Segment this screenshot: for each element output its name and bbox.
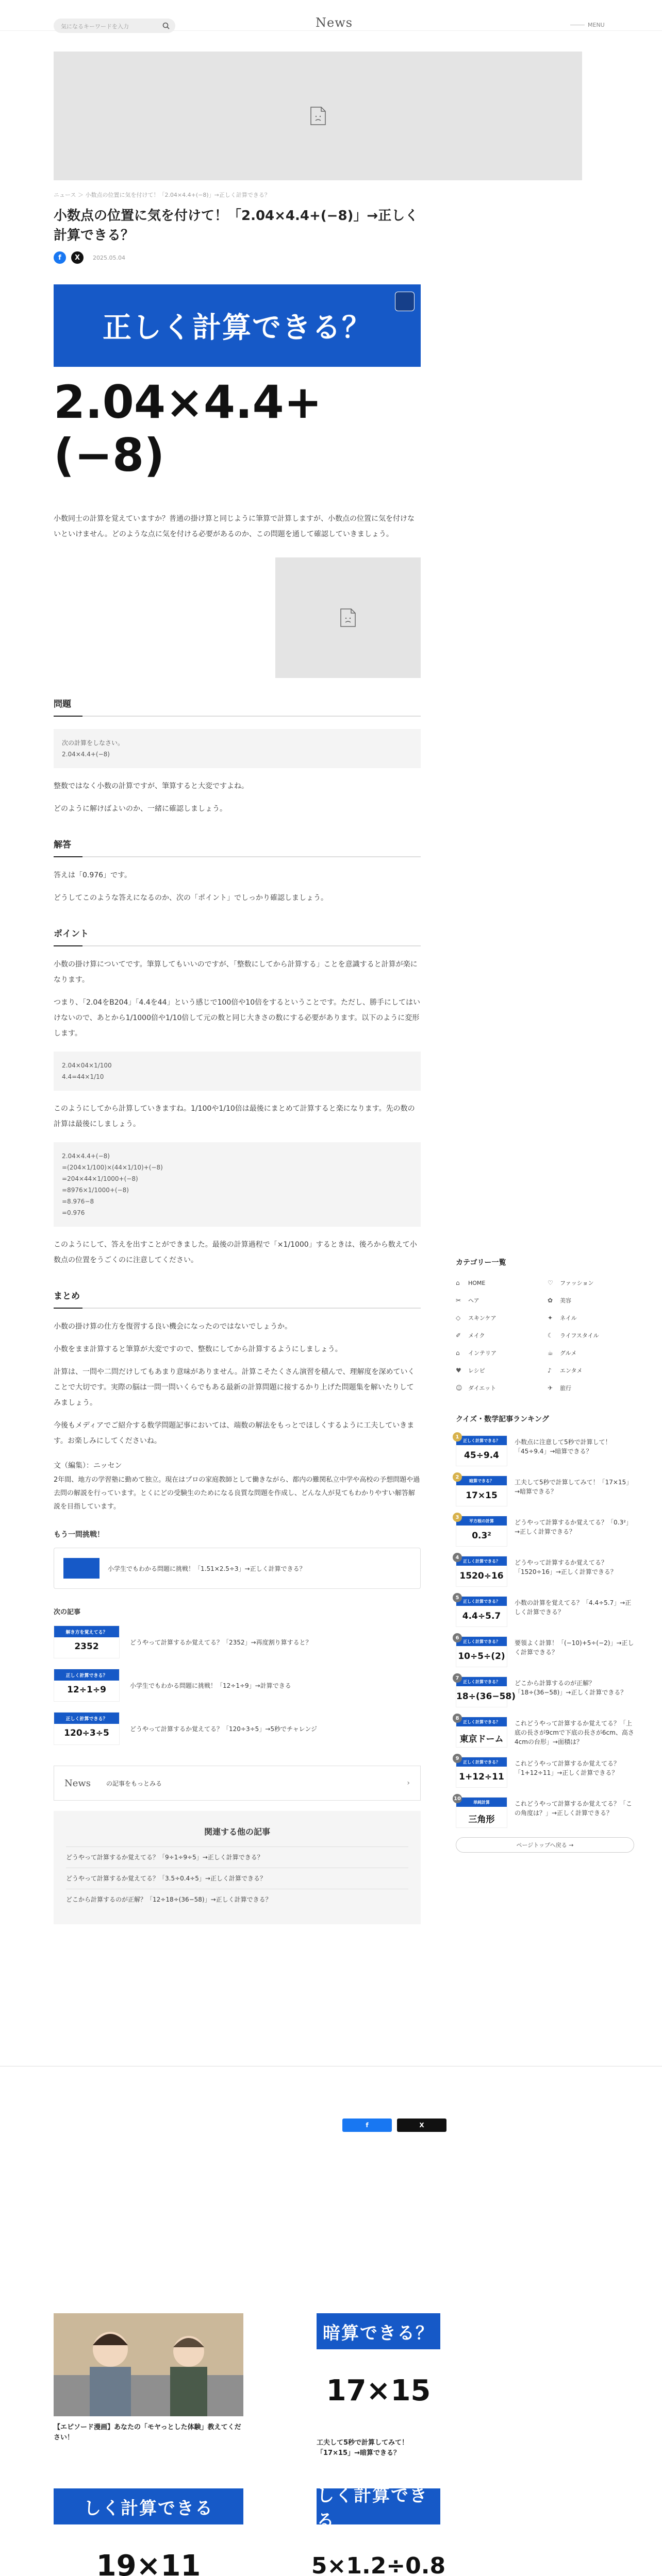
more-card-thumb: [63, 1558, 100, 1579]
rank-thumb: [456, 1476, 507, 1506]
next-thumb-band: 正しく計算できる？: [54, 1669, 119, 1681]
rank-thumb-eq: 1520÷16: [459, 1571, 504, 1581]
ranking-item[interactable]: [456, 1797, 634, 1828]
ranking-item[interactable]: [456, 1717, 634, 1748]
rank-thumb-eq: 0.3²: [472, 1531, 491, 1541]
question-line: 次の計算をしなさい。: [62, 739, 124, 747]
card-thumb-eq: 19×11: [96, 2549, 201, 2576]
rank-title: これどうやって計算するか覚えてる？「上底の長さが9cmで下底の長さが6cm、高さ4cmの台形」→面積は？: [515, 1720, 634, 1745]
page-top-button[interactable]: ページトップへ戻る →: [456, 1837, 634, 1853]
rank-thumb: [456, 1516, 507, 1547]
hero-band: [54, 284, 421, 367]
rank-thumb-band: 正しく計算できる？: [456, 1597, 507, 1606]
x-share-icon[interactable]: X: [71, 251, 84, 264]
card-thumb-band: 暗算できる？: [317, 2313, 440, 2349]
card-thumb-band: しく計算できる: [54, 2488, 243, 2524]
category-label: ダイエット: [468, 1385, 496, 1392]
next-heading: 次の記事: [54, 1608, 81, 1616]
ranking-item[interactable]: [456, 1435, 634, 1466]
ranking-item[interactable]: [456, 1636, 634, 1667]
more-card-text: 小学生でもわかる問題に挑戦！「1.51×2.5÷3」→正しく計算できる？: [108, 1565, 306, 1572]
ranking-heading: クイズ・数学記事ランキング: [456, 1415, 549, 1423]
rank-thumb-band: 正しく計算できる？: [456, 1757, 507, 1767]
inline-ad-placeholder: [275, 557, 421, 678]
rank-thumb-band: 正しく計算できる？: [456, 1637, 507, 1646]
rank-thumb: [456, 1435, 507, 1466]
rank-title: これどうやって計算するか覚えてる？「1+12÷11」→正しく計算できる？: [515, 1760, 620, 1776]
fashion-icon: ♡: [548, 1279, 553, 1286]
rank-number: 4: [453, 1553, 462, 1562]
rank-thumb-band: 単純計算: [456, 1798, 507, 1807]
calc-line: =(204×1/100)×(44×1/10)+(−8): [62, 1164, 163, 1171]
category-item[interactable]: [548, 1366, 634, 1375]
love-icon: ♥: [456, 1367, 461, 1374]
more-heading: もう一問挑戦！: [54, 1531, 104, 1539]
article-main: [54, 191, 421, 1924]
category-label: スキンケア: [468, 1315, 496, 1321]
x-share-button[interactable]: X: [397, 2119, 446, 2132]
breadcrumb[interactable]: ニュース ＞ 小数点の位置に気を付けて！「2.04×4.4+(−8)」→正しく計算できる？: [54, 192, 270, 198]
diet-icon: ☺: [456, 1384, 462, 1392]
category-item[interactable]: [456, 1366, 542, 1375]
card-caption: 【エピソード漫画】あなたの「モヤっとした体験」教えてください！: [54, 2424, 241, 2442]
skincare-icon: ◇: [456, 1314, 461, 1321]
menu-button[interactable]: [570, 22, 605, 28]
home-icon: ⌂: [456, 1279, 460, 1286]
rank-thumb: [456, 1596, 507, 1627]
rank-number: 7: [453, 1673, 462, 1683]
rank-thumb: [456, 1676, 516, 1707]
category-item[interactable]: [548, 1384, 634, 1392]
list-item[interactable]: [54, 1625, 421, 1658]
point-formula-box: [54, 1052, 421, 1091]
rank-thumb: [456, 1556, 507, 1587]
travel-icon: ✈: [548, 1384, 553, 1392]
rank-thumb-eq: 4.4÷5.7: [462, 1611, 501, 1621]
category-label: 美容: [560, 1297, 571, 1304]
interior-icon: ⌂: [456, 1349, 460, 1357]
rank-title: どうやって計算するか覚えてる？「0.3²」→正しく計算できる？: [515, 1519, 632, 1535]
category-label: ネイル: [560, 1315, 577, 1321]
summary-heading: まとめ: [54, 1289, 421, 1309]
point-paragraph: つまり、「2.04をB204」「4.4を44」という感じで100倍や10倍をするということです。ただし、勝手にしてはいけないので、あとから1/1000倍や1/10倍して元の数と同じ大きさの数にする必要があります。以下のように変形します。: [54, 998, 420, 1038]
next-thumb-eq: 12÷1÷9: [67, 1685, 106, 1695]
card-thumb-eq: 17×15: [326, 2374, 431, 2408]
summary-paragraph: 小数をまま計算すると筆算が大変ですので、整数にしてから計算するようにしましょう。: [54, 1345, 342, 1353]
rank-number: 10: [453, 1794, 462, 1803]
next-item-text: 小学生でもわかる問題に挑戦！「12÷1÷9」→計算できる: [130, 1682, 291, 1689]
search-input[interactable]: [54, 19, 175, 33]
next-thumb: [54, 1669, 120, 1702]
share-row: [54, 251, 421, 264]
rank-thumb: [456, 1757, 507, 1788]
question-line: 2.04×4.4+(−8): [62, 751, 110, 758]
rank-thumb-eq: 17×15: [466, 1490, 498, 1501]
rank-title: 要領よく計算！「(−10)+5÷(−2)」→正しく計算できる？: [515, 1639, 634, 1656]
more-article-card[interactable]: [54, 1548, 421, 1589]
summary-paragraph: 今後もメディアでご紹介する数学問題記事においては、端数の解法をもっとでほしくするように工夫していきます。お楽しみにしてくださいね。: [54, 1421, 415, 1445]
calc-line: =8976×1/1000+(−8): [62, 1187, 129, 1194]
site-header: [0, 0, 662, 31]
category-label: 旅行: [560, 1385, 571, 1392]
ranking-item[interactable]: [456, 1516, 634, 1547]
next-item-text: どうやって計算するか覚えてる？「2352」→再度割り算すると？: [130, 1638, 312, 1646]
point-calc-box: [54, 1142, 421, 1227]
rank-number: 8: [453, 1714, 462, 1723]
category-item[interactable]: [456, 1314, 542, 1322]
rank-thumb-eq: 10÷5÷(2): [458, 1651, 505, 1662]
rank-title: 小数点に注意して5秒で計算して！「45÷9.4」→暗算できる？: [515, 1438, 611, 1455]
rank-title: 小数の計算を覚えてる？「4.4÷5.7」→正しく計算できる？: [515, 1599, 632, 1616]
image-placeholder-icon: [340, 608, 356, 628]
category-label: インテリア: [468, 1350, 496, 1357]
question-box: [54, 729, 421, 768]
card-caption: 工夫して5秒で計算してみて！「17×15」→暗算できる？: [317, 2439, 409, 2457]
summary-paragraph: 計算は、一問や二問だけしてもあまり意味がありません。計算こそたくさん演習を積んで、理解度を深めていくことで大切です。実際の脳は一問一問いくらでもある最新の計算問題に接するかり上げた問題集を解いたりしてみましょう。: [54, 1368, 415, 1407]
next-item-text: どうやって計算するか覚えてる？「120÷3÷5」→5秒でチャレンジ: [130, 1725, 318, 1733]
calc-line: =204×44×1/1000+(−8): [62, 1175, 138, 1182]
ranking-item[interactable]: [456, 1596, 634, 1627]
bottom-share-row: [342, 2119, 446, 2132]
related-heading: 関連する他の記事: [204, 1827, 270, 1837]
category-item[interactable]: [456, 1331, 542, 1340]
rank-number: 6: [453, 1633, 462, 1642]
hair-icon: ✂: [456, 1297, 461, 1304]
search-icon[interactable]: [162, 22, 170, 30]
rank-thumb-band: 正しく計算できる？: [456, 1556, 507, 1566]
lifestyle-icon: ☾: [548, 1332, 553, 1339]
formula-line: 2.04×04×1/100: [62, 1062, 112, 1069]
calc-line: =0.976: [62, 1209, 85, 1216]
category-label: レシピ: [468, 1367, 485, 1374]
rank-number: 5: [453, 1593, 462, 1602]
rank-title: どうやって計算するか覚えてる？「1520÷16」→正しく計算できる？: [515, 1559, 617, 1575]
next-thumb-eq: 2352: [74, 1641, 99, 1652]
card-thumb-eq: 5×1.2÷0.8: [311, 2552, 446, 2576]
site-logo[interactable]: News: [316, 15, 353, 30]
sidebar: [456, 1257, 634, 1853]
recommend-card[interactable]: [54, 2313, 243, 2443]
list-item[interactable]: [54, 1712, 421, 1745]
category-label: エンタメ: [560, 1367, 583, 1374]
related-link[interactable]: どうやって計算するか覚えてる？「9÷1÷9÷5」→正しく計算できる？: [66, 1846, 408, 1868]
rank-title: これどうやって計算するか覚えてる？「この角度は？」→正しく計算できる？: [515, 1800, 633, 1817]
search-placeholder: 気になるキーワードを入力: [61, 23, 129, 30]
answer-paragraph: 答えは「0.976」です。: [54, 871, 131, 879]
more-from-site-card[interactable]: [54, 1766, 421, 1801]
card-thumb-band: しく計算できる: [317, 2488, 440, 2524]
calc-line: =8.976−8: [62, 1198, 94, 1205]
gallery-icon[interactable]: [395, 292, 415, 311]
nail-icon: ✦: [548, 1314, 553, 1321]
recommend-card[interactable]: [311, 2485, 446, 2576]
next-thumb: [54, 1712, 120, 1745]
rank-thumb-eq: 東京ドーム: [459, 1734, 504, 1744]
category-label: ファッション: [560, 1280, 594, 1286]
summary-paragraph: 小数の掛け算の仕方を復習する良い機会になったのではないでしょうか。: [54, 1323, 292, 1331]
page-title: 小数点の位置に気を付けて！「2.04×4.4+(−8)」→正しく計算できる？: [54, 208, 419, 243]
category-label: ヘア: [468, 1297, 479, 1304]
rank-thumb-eq: 45÷9.4: [464, 1450, 500, 1461]
rank-thumb-eq: 1+12÷11: [459, 1772, 504, 1782]
question-paragraph: どのように解けばよいのか、一緒に確認しましょう。: [54, 805, 227, 813]
entertainment-icon: ♪: [548, 1367, 552, 1374]
category-label: ライフスタイル: [560, 1332, 599, 1339]
card-thumbnail: [317, 2313, 440, 2432]
question-paragraph: 整数ではなく小数の計算ですが、筆算すると大変ですよね。: [54, 782, 249, 790]
manga-illustration-svg: [54, 2313, 243, 2416]
rank-thumb-band: 正しく計算できる？: [456, 1717, 507, 1726]
point-paragraph: このようにして、答えを出すことができました。最後の計算過程で「×1/1000」するときは、後ろから数えて小数点の位置をうごくのに注意してください。: [54, 1241, 417, 1264]
card-thumbnail: [311, 2485, 446, 2576]
facebook-share-icon[interactable]: f: [54, 251, 66, 264]
beauty-icon: ✿: [548, 1297, 553, 1304]
category-item[interactable]: [548, 1296, 634, 1304]
answer-heading: 解答: [54, 837, 421, 857]
rank-thumb-band: 平方根の計算: [456, 1516, 507, 1526]
card-thumbnail: [54, 2488, 243, 2576]
recommend-card[interactable]: [317, 2313, 440, 2459]
image-placeholder-icon: [310, 106, 326, 126]
chevron-right-icon: ›: [407, 1779, 410, 1787]
makeup-icon: ✐: [456, 1332, 461, 1339]
point-paragraph: 小数の掛け算についてです。筆算してもいいのですが、「整数にしてから計算する」ことを意識すると計算が楽になります。: [54, 960, 418, 984]
ranking-list: [456, 1435, 634, 1828]
rank-thumb: [456, 1797, 507, 1828]
point-heading: ポイント: [54, 926, 421, 946]
gourmet-icon: ☕: [548, 1349, 553, 1357]
rank-thumb: [456, 1636, 507, 1667]
footer-logo: News: [64, 1777, 91, 1789]
category-item[interactable]: [456, 1384, 542, 1392]
category-heading: カテゴリー一覧: [456, 1259, 506, 1267]
calc-line: 2.04×4.4+(−8): [62, 1153, 110, 1160]
point-paragraph: このようにしてから計算していきますね。1/100や1/10倍は最後にまとめて計算すると楽になります。先の数の計算は最後にしましょう。: [54, 1105, 415, 1128]
category-item[interactable]: [548, 1349, 634, 1357]
related-box: [54, 1811, 421, 1924]
rank-title: 工夫して5秒で計算してみて！「17×15」→暗算できる？: [515, 1479, 633, 1495]
rank-thumb-band: 暗算できる？: [456, 1476, 507, 1485]
ranking-item[interactable]: [456, 1556, 634, 1587]
rank-title: どこから計算するのが正解？「18÷(36−58)」→正しく計算できる？: [515, 1680, 627, 1696]
rank-thumb-eq: 三角形: [468, 1815, 495, 1825]
category-item[interactable]: [548, 1314, 634, 1322]
author-label: 文（編集）：ニッセン: [54, 1462, 122, 1470]
author-bio: 2年間、地方の学習塾に勤めて独立。現在はプロの家庭教師として働きながら、都内の難関私立中学や高校の予想問題や過去問の解説を行っています。とくにどの受験生のためになる良質な問題を作成し、どんな人が見てもわかりやすい解答解説を目指しています。: [54, 1476, 420, 1511]
rank-thumb: [456, 1717, 507, 1748]
formula-line: 4.4=44×1/10: [62, 1073, 104, 1080]
category-item[interactable]: [456, 1349, 542, 1357]
category-item[interactable]: [456, 1296, 542, 1304]
next-thumb-eq: 120÷3÷5: [64, 1728, 109, 1738]
rank-number: 1: [453, 1432, 462, 1442]
rank-number: 9: [453, 1754, 462, 1763]
rank-number: 2: [453, 1472, 462, 1482]
answer-paragraph: どうしてこのような答えになるのか、次の「ポイント」でしっかり確認しましょう。: [54, 894, 328, 902]
rank-number: 3: [453, 1513, 462, 1522]
category-label: HOME: [468, 1279, 486, 1286]
related-link[interactable]: どこから計算するのが正解？「12÷18÷(36−58)」→正しく計算できる？: [66, 1889, 408, 1910]
category-item[interactable]: [548, 1279, 634, 1287]
ranking-item[interactable]: [456, 1476, 634, 1506]
category-item[interactable]: [548, 1331, 634, 1340]
top-ad-placeholder: [54, 52, 582, 180]
hero-equation: 2.04×4.4+(−8): [54, 367, 421, 490]
recommend-card[interactable]: [54, 2488, 243, 2576]
rank-thumb-band: 正しく計算できる？: [456, 1677, 507, 1686]
next-thumb-band: 正しく計算できる？: [54, 1713, 119, 1724]
category-label: メイク: [468, 1332, 485, 1339]
related-link[interactable]: どうやって計算するか覚えてる？「3.5÷0.4÷5」→正しく計算できる？: [66, 1868, 408, 1889]
list-item[interactable]: [54, 1669, 421, 1702]
ranking-item[interactable]: [456, 1757, 634, 1788]
menu-label: MENU: [588, 22, 605, 28]
footer-link-text: の記事をもっとみる: [106, 1780, 162, 1787]
hero-band-text: 正しく計算できる？: [103, 311, 372, 345]
question-heading: 問題: [54, 697, 421, 717]
next-list: [54, 1625, 421, 1745]
intro-paragraph: 小数同士の計算を覚えていますか？普通の掛け算と同じように筆算で計算しますが、小数点の位置に気を付けないといけません。どのような点に気を付ける必要があるのか、この問題を通して確認していきましょう。: [54, 515, 415, 538]
next-thumb: [54, 1625, 120, 1658]
rank-thumb-band: 正しく計算できる？: [456, 1436, 507, 1445]
next-thumb-band: 解き方を覚えてる？: [54, 1626, 119, 1637]
category-label: グルメ: [560, 1350, 577, 1357]
rank-thumb-eq: 18÷(36−58): [456, 1691, 516, 1702]
category-list: [456, 1279, 634, 1392]
hero-image: [54, 284, 421, 490]
manga-illustration: [54, 2313, 243, 2416]
category-item[interactable]: [456, 1279, 542, 1287]
facebook-share-button[interactable]: f: [342, 2119, 392, 2132]
ranking-item[interactable]: [456, 1676, 634, 1707]
publish-date: 2025.05.04: [93, 254, 125, 261]
